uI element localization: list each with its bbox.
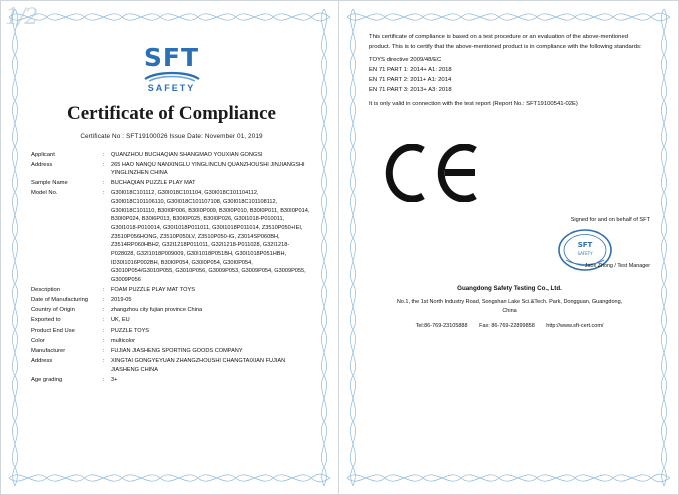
svg-text:SFT: SFT [577,241,593,250]
field-separator: : [103,337,105,344]
field-value: 265 HAO NANQU NANXINGLU YINGLINCUN QUANZHOUSHI JINJIANGSHI YINGLINZHEN CHINA [111,161,305,177]
table-row [31,336,312,346]
table-row [31,316,312,326]
field-label: Model No. [31,190,58,197]
list-item: EN 71 PART 2: 2011+ A1: 2014 [369,76,452,83]
table-row [31,346,312,356]
table-row [31,356,312,375]
field-value: multicolor [111,337,135,344]
field-value: G30I018C101112, G30I018C101104, G30I018C101104112, G30I018C101106110, G30I018C101107108, G30I018C101108112, G30I018C101110, B30I0P006, B30I0P009, B30I0P010, B30I0P011, B30I0P014, B30I0P024, B30I6P013, B30I0P025, B30I0P026, G30I1018-P010011, G30I1018-P010014, G30I1018P011011, G30I1018P011014, Z3510P050+IEI, Z3510P056HONG, Z3510P050LV, Z3510P050-IG, Z3014SP060BH, Z3514RP060HBH2, G32I1218P011011, G32I1218-P011028, G32I1218-P028028, G32I1018P009009, G30I1018P051BH, G30I1018P051HBH, ID30I1016P002BH, B30I0P054, G30I0P054, G30I0P054, G3010P054/G3010P055, G3010P056, G3009P053, G3009P054, G3009P055, G3009P056 [111,190,310,283]
table-row [31,306,312,316]
table-row [31,295,312,305]
company-name: Guangdong Safety Testing Co., Ltd. [457,285,562,293]
fax-text: Fax: 86-769-22899858 [479,323,535,330]
ornamental-border-bottom [339,465,678,491]
table-row [31,375,312,385]
compliance-statement: This certificate of compliance is based on a test procedure or an evaluation of the above-mentioned product. This is to certify that the above-mentioned product is in compliance with the following standards: [369,34,642,50]
table-row [31,326,312,336]
field-label: Address [31,161,53,168]
table-row [31,150,312,160]
company-address [369,298,650,317]
field-label: Product End Use [31,327,75,334]
sft-safety-logo [31,45,312,93]
certificate-right-page [339,0,679,495]
field-separator: : [103,327,105,334]
field-label: Address [31,358,53,365]
field-value: XINGTAI GONGYEYUAN ZHANGZHOUSHI CHANGTAIXIAN FUJIAN JIASHENG CHINA [111,358,286,373]
field-label: Description [31,286,60,293]
field-label: Manufacturer [31,347,66,354]
certificate-fields-table [31,150,312,385]
certificate-left-page [0,0,339,495]
field-value: UK, EU [111,317,130,324]
company-contact [369,322,650,331]
field-separator: : [103,286,105,293]
table-row [31,160,312,179]
field-label: Date of Manufacturing [31,297,89,304]
field-separator: : [103,151,105,158]
ce-mark-icon [383,144,479,202]
list-item: TOYS directive 2009/48/EC [369,57,442,64]
table-row [31,285,312,295]
field-value: BUCHAQIAN PUZZLE PLAY MAT [111,180,196,187]
ornamental-border-left [342,1,364,494]
field-label: Applicant [31,151,55,158]
ornamental-border-top [1,4,338,30]
ce-mark-container [383,144,650,206]
left-page-content [31,35,312,385]
validity-note: It is only valid in connection with the test report (Report No.: SFT19100541-02E) [369,101,578,108]
field-value: zhangzhou city fujian province China [111,307,203,314]
field-value: FUJIAN JIASHENG SPORTING GOODS COMPANY [111,347,243,354]
field-separator: : [103,317,105,324]
logo-brand-text: SFT [143,43,200,72]
field-label: Color [31,337,45,344]
list-item: EN 71 PART 1: 2014+ A1: 2018 [369,67,452,74]
right-page-content [369,33,650,331]
table-row [31,179,312,189]
ornamental-border-left [4,1,26,494]
field-separator: : [103,297,105,304]
standards-list [369,56,650,95]
logo-subtitle-text: SAFETY [147,83,196,93]
field-value: 3+ [111,376,118,383]
field-label: Age grading [31,376,63,383]
certificate-meta: Certificate No : SFT19100026 Issue Date: November 01, 2019 [80,133,263,140]
field-separator: : [103,307,105,314]
field-separator: : [103,376,105,383]
page-number-watermark: 1/2 [5,5,38,30]
field-separator: : [103,347,105,354]
signature-name: Jaox Zhong / Test Manager [584,263,650,270]
field-label: Country of Origin [31,307,75,314]
field-separator: : [103,358,105,365]
signature-block [369,216,650,278]
field-separator: : [103,190,105,197]
field-value: FOAM PUZZLE PLAY MAT TOYS [111,286,195,293]
field-value: 2019-05 [111,297,132,304]
ornamental-border-right [653,1,675,494]
issuing-company [369,284,650,295]
ornamental-border-bottom [1,465,338,491]
field-separator: : [103,161,105,168]
telephone-text: Tel:86-769-23105888 [415,323,468,330]
field-value: PUZZLE TOYS [111,327,150,334]
field-value: QUANZHOU BUCHAQIAN SHANGMAO YOUXIAN GONGSI [111,151,263,158]
field-separator: : [103,180,105,187]
field-label: Exported to [31,317,61,324]
address-line-1: No.1, the 1st North Industry Road, Songshan Lake Sci.&Tech. Park, Dongguan, Guangdong, [396,298,623,305]
website-link[interactable]: http://www.sft-cert.com/ [546,323,604,330]
address-line-2: China [502,308,517,315]
ornamental-border-top [339,4,678,30]
ornamental-border-right [313,1,335,494]
table-row [31,189,312,285]
list-item: EN 71 PART 3: 2013+ A3: 2018 [369,86,452,93]
field-label: Sample Name [31,180,68,187]
page-title: Certificate of Compliance [67,103,276,124]
signature-label: Signed for and on behalf of SFT [570,217,650,224]
svg-text:SAFETY: SAFETY [577,251,593,257]
